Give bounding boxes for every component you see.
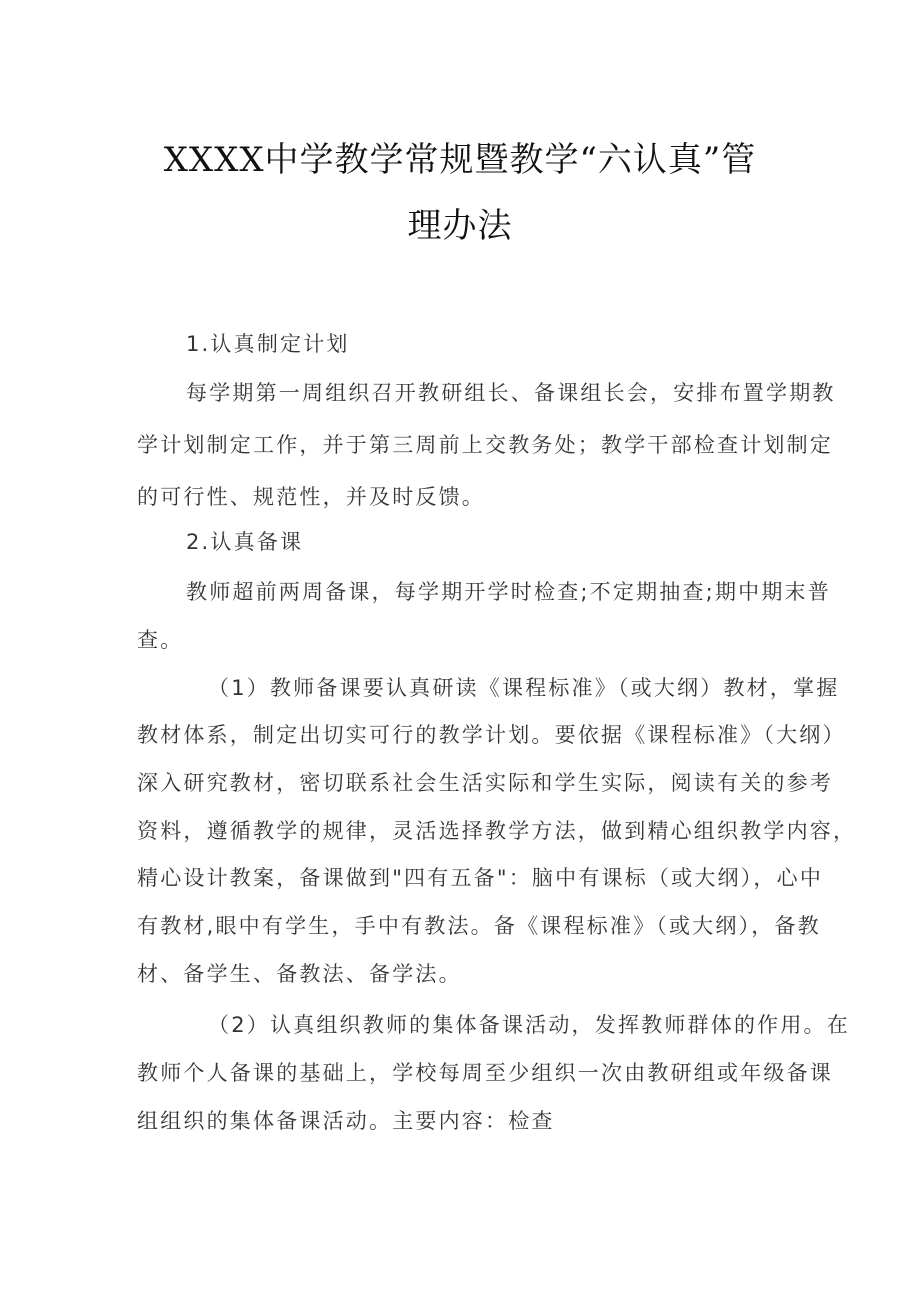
paragraph-line: 组组织的集体备课活动。主要内容：检查 (137, 1109, 555, 1133)
document-title-line-2: 理办法 (407, 206, 513, 246)
section-heading-plan: 1.认真制定计划 (186, 332, 350, 356)
paragraph-line: 每学期第一周组织召开教研组长、备课组长会，安排布置学期教 (186, 381, 836, 405)
paragraph-line: （1）教师备课要认真研读《课程标准》（或大纲）教材，掌握 (208, 676, 840, 700)
paragraph-line: 有教材,眼中有学生，手中有教法。备《课程标准》（或大纲），备教 (137, 914, 821, 938)
paragraph-line: 精心设计教案，备课做到"四有五备"：脑中有课标（或大纲），心中 (137, 866, 824, 890)
paragraph-line: 教师个人备课的基础上，学校每周至少组织一次由教研组或年级备课 (137, 1061, 833, 1085)
paragraph-line: 的可行性、规范性，并及时反馈。 (137, 485, 485, 509)
paragraph-line: （2）认真组织教师的集体备课活动，发挥教师群体的作用。在 (208, 1013, 850, 1037)
paragraph-line: 查。 (137, 628, 184, 652)
paragraph-line: 学计划制定工作，并于第三周前上交教务处；教学干部检查计划制定 (137, 433, 833, 457)
paragraph-line: 教材体系，制定出切实可行的教学计划。要依据《课程标准》（大纲） (137, 723, 846, 747)
paragraph-line: 材、备学生、备教法、备学法。 (137, 962, 462, 986)
document-title-line-1: XXXX中学教学常规暨教学“六认真”管 (163, 140, 757, 180)
paragraph-line: 资料，遵循教学的规律，灵活选择教学方法，做到精心组织教学内容， (137, 819, 857, 843)
paragraph-line: 教师超前两周备课，每学期开学时检查;不定期抽查;期中期末普 (186, 580, 831, 604)
section-heading-lesson-prep: 2.认真备课 (186, 530, 304, 554)
paragraph-line: 深入研究教材，密切联系社会生活实际和学生实际，阅读有关的参考 (137, 771, 833, 795)
